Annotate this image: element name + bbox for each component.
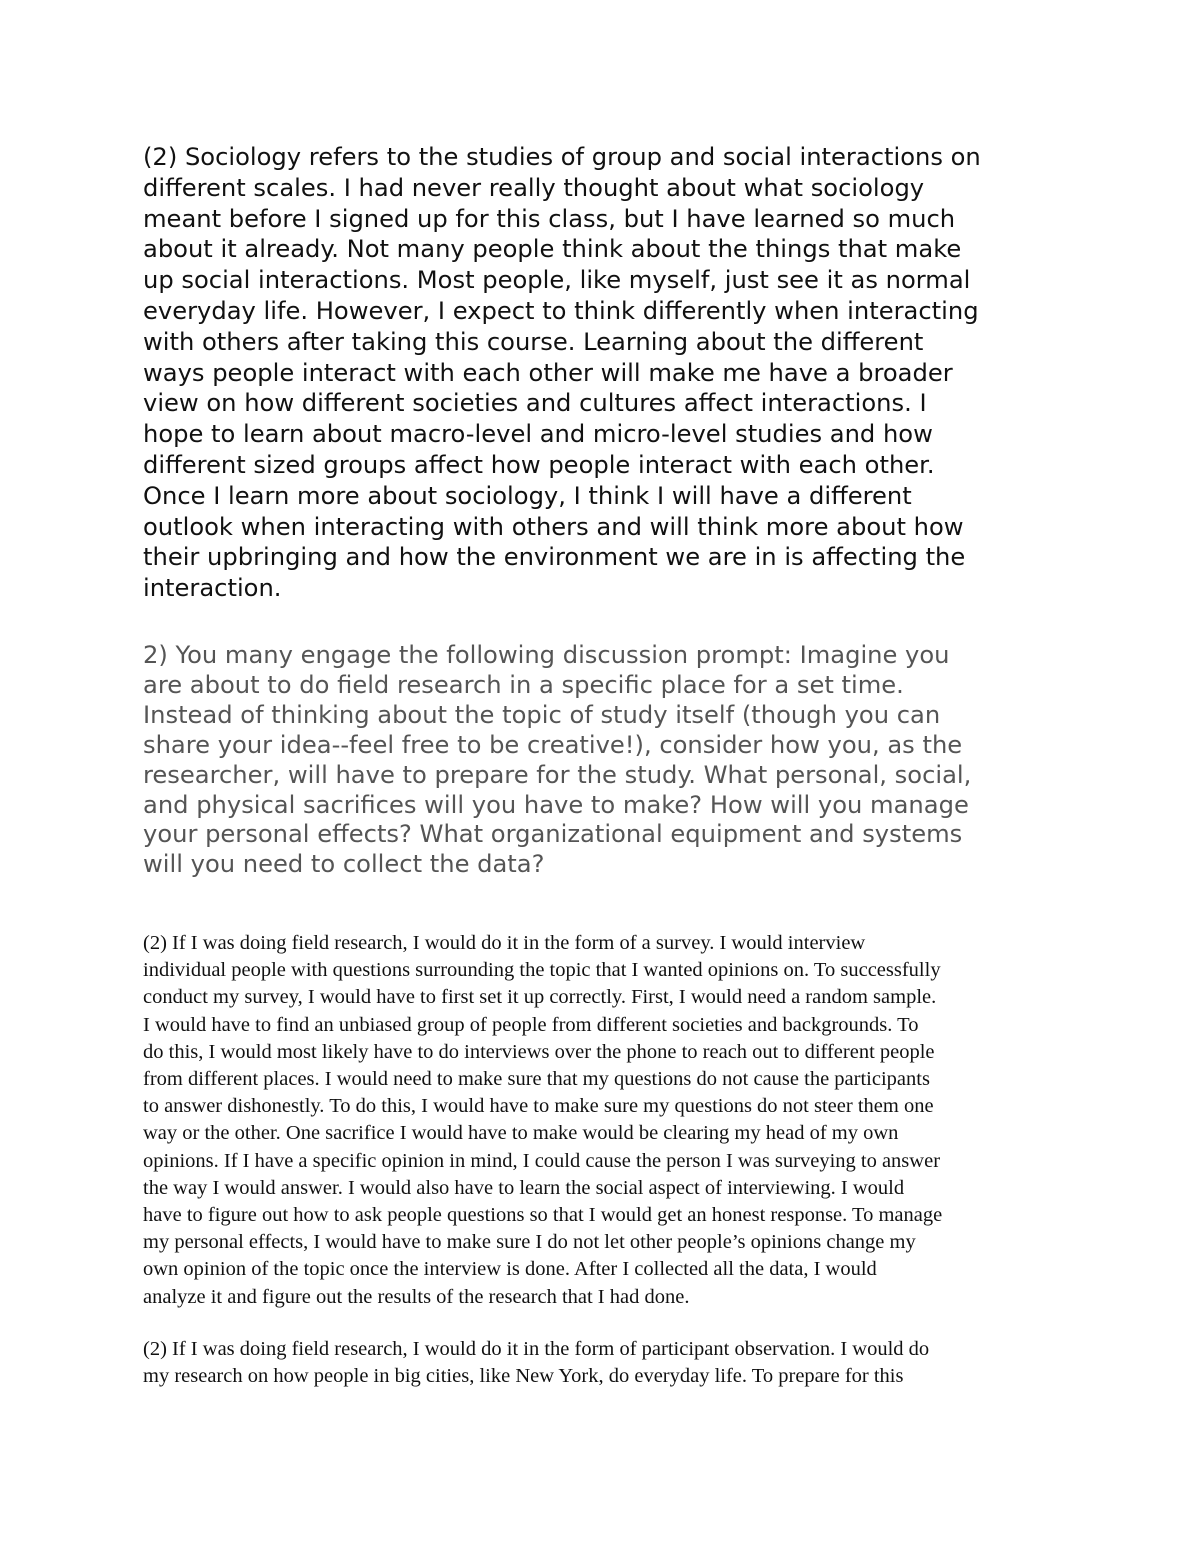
text-line: the way I would answer. I would also have to learn the social aspect of interviewing. I would [143, 1176, 905, 1199]
text-line: own opinion of the topic once the interview is done. After I collected all the data, I would [143, 1258, 877, 1281]
text-line: my personal effects, I would have to make sure I do not let other people’s opinions change my [143, 1231, 916, 1254]
paragraph-sociology-intro [143, 142, 981, 604]
text-line: their upbringing and how the environment we are in is affecting the [143, 543, 966, 572]
text-line: interaction. [143, 574, 282, 603]
text-line: everyday life. However, I expect to think differently when interacting [143, 296, 979, 325]
text-line: are about to do field research in a specific place for a set time. [143, 670, 904, 699]
text-line: do this, I would most likely have to do interviews over the phone to reach out to different people [143, 1040, 935, 1063]
text-line: I would have to find an unbiased group of people from different societies and backgrounds. To [143, 1013, 919, 1036]
text-line: my research on how people in big cities, like New York, do everyday life. To prepare for this [143, 1365, 904, 1388]
text-line: different scales. I had never really thought about what sociology [143, 173, 925, 202]
text-line: way or the other. One sacrifice I would have to make would be clearing my head of my own [143, 1122, 899, 1145]
text-line: about it already. Not many people think about the things that make [143, 235, 962, 264]
discussion-prompt [143, 641, 971, 880]
text-line: with others after taking this course. Learning about the different [143, 327, 924, 356]
text-line: ways people interact with each other will make me have a broader [143, 358, 953, 387]
text-line: view on how different societies and cultures affect interactions. I [143, 389, 927, 418]
text-line: from different places. I would need to make sure that my questions do not cause the participants [143, 1068, 930, 1091]
text-line: outlook when interacting with others and will think more about how [143, 512, 964, 541]
paragraph-survey-research [143, 930, 942, 1311]
text-line: up social interactions. Most people, like myself, just see it as normal [143, 266, 971, 295]
text-line: (2) If I was doing field research, I would do it in the form of a survey. I would interview [143, 932, 866, 954]
text-line: have to figure out how to ask people questions so that I would get an honest response. To manage [143, 1204, 943, 1227]
text-line: researcher, will have to prepare for the study. What personal, social, [143, 760, 972, 789]
text-line: (2) If I was doing field research, I would do it in the form of participant observation. I would do [143, 1338, 930, 1360]
text-line: and physical sacrifices will you have to make? How will you manage [143, 790, 969, 819]
text-line: analyze it and figure out the results of the research that I had done. [143, 1285, 690, 1308]
text-line: share your idea--feel free to be creative!), consider how you, as the [143, 730, 963, 759]
text-line: Once I learn more about sociology, I think I will have a different [143, 481, 912, 510]
text-line: meant before I signed up for this class, but I have learned so much [143, 204, 956, 233]
text-line: conduct my survey, I would have to first set it up correctly. First, I would need a random sample. [143, 986, 937, 1009]
text-line: to answer dishonestly. To do this, I would have to make sure my questions do not steer them one [143, 1095, 934, 1118]
text-line: (2) Sociology refers to the studies of group and social interactions on [143, 143, 981, 171]
text-line: Instead of thinking about the topic of study itself (though you can [143, 700, 941, 729]
text-line: will you need to collect the data? [143, 850, 545, 879]
text-line: individual people with questions surrounding the topic that I wanted opinions on. To successfully [143, 959, 941, 982]
text-line: different sized groups affect how people interact with each other. [143, 450, 935, 479]
text-line: 2) You many engage the following discussion prompt: Imagine you [143, 641, 950, 669]
paragraph-participant-observation [143, 1336, 929, 1390]
text-line: your personal effects? What organizational equipment and systems [143, 820, 963, 849]
text-line: hope to learn about macro-level and micro-level studies and how [143, 420, 933, 449]
text-line: opinions. If I have a specific opinion in mind, I could cause the person I was surveying to answer [143, 1149, 941, 1172]
